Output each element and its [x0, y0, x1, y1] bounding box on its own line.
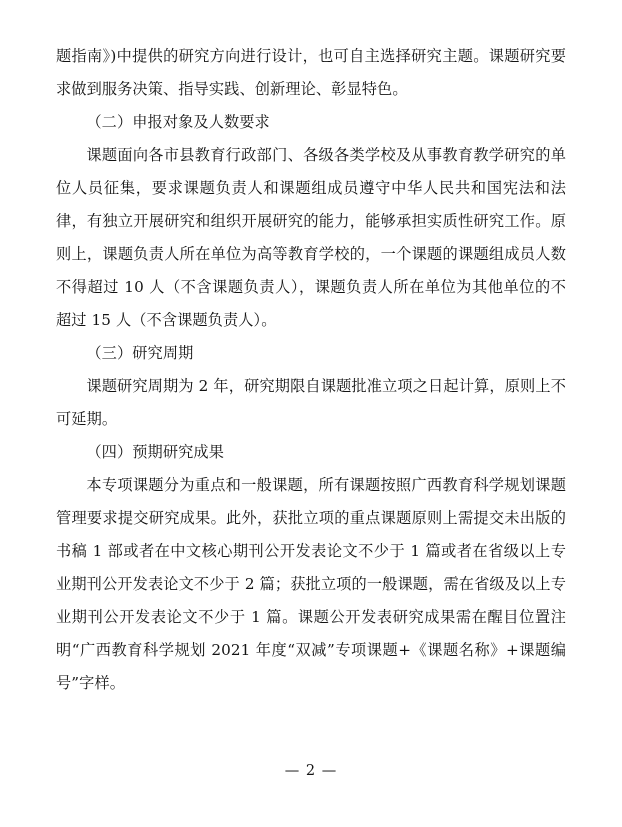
paragraph-continued: 题指南》)中提供的研究方向进行设计，也可自主选择研究主题。课题研究要求做到服务决策、指导实践、创新理论、彰显特色。	[56, 47, 566, 98]
section-heading-four: （四）预期研究成果	[86, 443, 224, 461]
section-heading-three: （三）研究周期	[86, 344, 194, 362]
paragraph-research-period: 课题研究周期为 2 年，研究期限自课题批准立项之日起计算，原则上不可延期。	[56, 377, 566, 428]
section-heading-two: （二）申报对象及人数要求	[86, 113, 270, 131]
page-number-footer: — 2 —	[284, 763, 338, 779]
paragraph-applicants: 课题面向各市县教育行政部门、各级各类学校及从事教育教学研究的单位人员征集，要求课题负责人和课题组成员遵守中华人民共和国宪法和法律，有独立开展研究和组织开展研究的能力，能够承担实质性研究工作。原则上，课题负责人所在单位为高等教育学校的，一个课题的课题组成员人数不得超过 10 人（不含课题负责人），课题负责人所在单位为其他单位的不超过 15 人（不含课题负责人）。	[56, 146, 566, 329]
document-body	[56, 40, 566, 700]
paragraph-expected-results: 本专项课题分为重点和一般课题，所有课题按照广西教育科学规划课题管理要求提交研究成果。此外，获批立项的重点课题原则上需提交未出版的书稿 1 部或者在中文核心期刊公开发表论文不少于 1 篇或者在省级以上专业期刊公开发表论文不少于 2 篇；获批立项的一般课题，需在省级及以上专业期刊公开发表论文不少于 1 篇。课题公开发表研究成果需在醒目位置注明“广西教育科学规划 2021 年度“双减”专项课题+《课题名称》+课题编号”字样。	[56, 476, 566, 692]
